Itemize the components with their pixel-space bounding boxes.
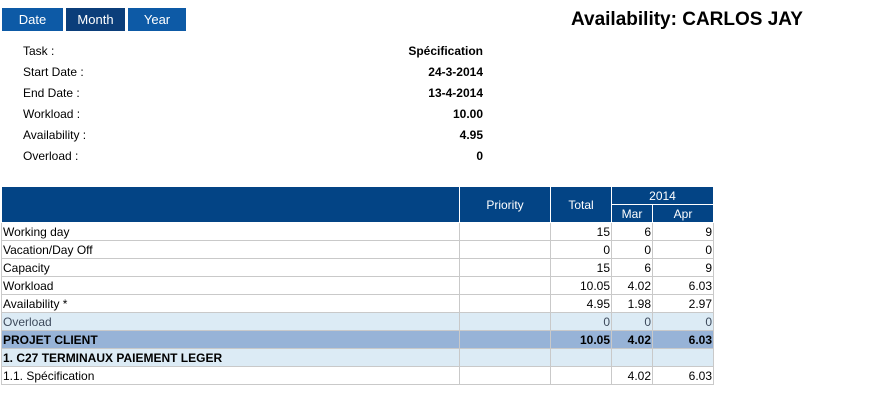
table-row	[2, 223, 714, 241]
overload-label: Overload :	[23, 149, 79, 163]
overload-row	[2, 313, 714, 331]
table-row	[2, 295, 714, 313]
row-label: Overload	[2, 313, 460, 331]
project-row[interactable]	[2, 331, 714, 349]
start-date-value: 24-3-2014	[428, 65, 483, 79]
summary-overload-row	[23, 146, 483, 167]
apr-cell: 0	[653, 241, 714, 259]
priority-cell	[460, 277, 551, 295]
start-date-label: Start Date :	[23, 65, 84, 79]
priority-cell	[460, 223, 551, 241]
header-label-column	[2, 187, 460, 223]
header-total: Total	[551, 187, 612, 223]
summary-panel	[23, 41, 483, 167]
total-cell: 10.05	[551, 331, 612, 349]
summary-task-row	[23, 41, 483, 62]
mar-cell: 0	[612, 313, 653, 331]
end-date-label: End Date :	[23, 86, 80, 100]
apr-cell: 9	[653, 223, 714, 241]
priority-cell	[460, 331, 551, 349]
mar-cell: 0	[612, 241, 653, 259]
mar-cell: 4.02	[612, 277, 653, 295]
row-label: Availability *	[2, 295, 460, 313]
mar-cell: 1.98	[612, 295, 653, 313]
priority-cell	[460, 367, 551, 385]
date-view-button[interactable]: Date	[2, 8, 63, 31]
availability-label: Availability :	[23, 128, 87, 142]
priority-cell	[460, 313, 551, 331]
table-row	[2, 277, 714, 295]
row-label: Vacation/Day Off	[2, 241, 460, 259]
mar-cell	[612, 349, 653, 367]
task-row[interactable]	[2, 367, 714, 385]
workload-label: Workload :	[23, 107, 81, 121]
total-cell: 10.05	[551, 277, 612, 295]
priority-cell	[460, 349, 551, 367]
workload-value: 10.00	[452, 107, 483, 121]
priority-cell	[460, 295, 551, 313]
task-value: Spécification	[408, 44, 483, 58]
total-cell: 0	[551, 313, 612, 331]
summary-availability-row	[23, 125, 483, 146]
summary-workload-row	[23, 104, 483, 125]
row-label: Capacity	[2, 259, 460, 277]
apr-cell: 2.97	[653, 295, 714, 313]
header-priority: Priority	[460, 187, 551, 223]
activity-name: 1. C27 TERMINAUX PAIEMENT LEGER	[2, 349, 460, 367]
page-title: Availability: CARLOS JAY	[571, 9, 803, 30]
priority-cell	[460, 241, 551, 259]
summary-end-row	[23, 83, 483, 104]
total-cell: 15	[551, 223, 612, 241]
row-label: Workload	[2, 277, 460, 295]
summary-start-row	[23, 62, 483, 83]
total-cell	[551, 367, 612, 385]
header-month-mar: Mar	[612, 205, 653, 223]
apr-cell: 6.03	[653, 277, 714, 295]
mar-cell: 4.02	[612, 367, 653, 385]
priority-cell	[460, 259, 551, 277]
project-name: PROJET CLIENT	[2, 331, 460, 349]
apr-cell: 9	[653, 259, 714, 277]
task-label: Task :	[23, 44, 55, 58]
total-cell: 0	[551, 241, 612, 259]
apr-cell: 6.03	[653, 367, 714, 385]
total-cell	[551, 349, 612, 367]
availability-table	[1, 186, 714, 385]
overload-value: 0	[476, 149, 483, 163]
total-cell: 4.95	[551, 295, 612, 313]
availability-value: 4.95	[459, 128, 483, 142]
total-cell: 15	[551, 259, 612, 277]
apr-cell: 6.03	[653, 331, 714, 349]
table-row	[2, 241, 714, 259]
apr-cell	[653, 349, 714, 367]
end-date-value: 13-4-2014	[428, 86, 483, 100]
mar-cell: 4.02	[612, 331, 653, 349]
activity-row[interactable]	[2, 349, 714, 367]
task-name: 1.1. Spécification	[2, 367, 460, 385]
year-view-button[interactable]: Year	[128, 8, 186, 31]
header-month-apr: Apr	[653, 205, 714, 223]
mar-cell: 6	[612, 223, 653, 241]
mar-cell: 6	[612, 259, 653, 277]
apr-cell: 0	[653, 313, 714, 331]
row-label: Working day	[2, 223, 460, 241]
month-view-button[interactable]: Month	[66, 8, 125, 31]
table-row	[2, 259, 714, 277]
header-year: 2014	[612, 187, 714, 205]
